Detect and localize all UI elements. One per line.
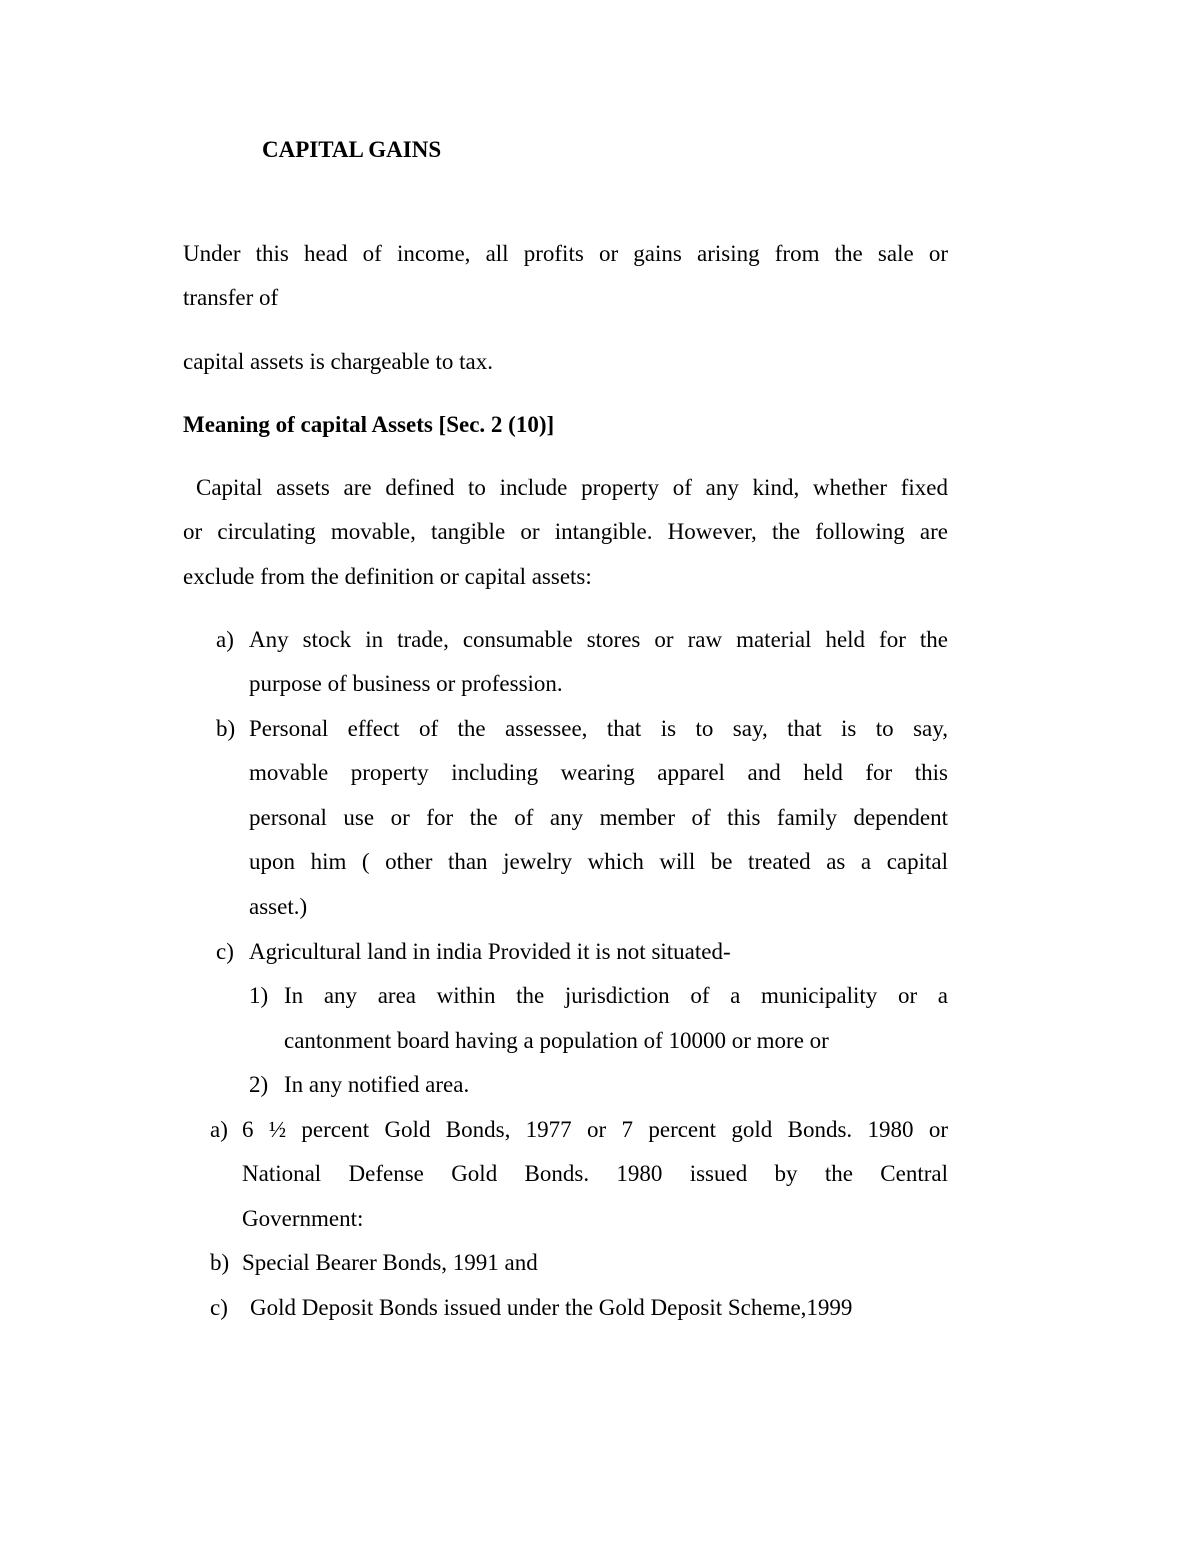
- list-item-line: Personal effect of the assessee, that is to say, that is to say,: [249, 716, 948, 741]
- list-marker: b): [210, 1250, 230, 1275]
- definition-line-2: or circulating movable, tangible or intangible. However, the following are: [183, 519, 948, 544]
- intro-line-1: Under this head of income, all profits or gains arising from the sale or: [183, 241, 948, 266]
- list-item-line: movable property including wearing apparel and held for this: [249, 760, 948, 785]
- list-item-line: personal use or for the of any member of this family dependent: [249, 805, 948, 830]
- sublist-marker: 2): [249, 1072, 269, 1097]
- list-marker: a): [216, 627, 234, 652]
- section-heading: Meaning of capital Assets [Sec. 2 (10)]: [183, 412, 555, 437]
- list-item-line: upon him ( other than jewelry which will be treated as a capital: [249, 849, 948, 874]
- list-marker: c): [210, 1295, 228, 1320]
- sublist-item-line: cantonment board having a population of 10000 or more or: [284, 1028, 829, 1053]
- list-item-line: asset.): [249, 894, 308, 919]
- list-item-line: Government:: [242, 1206, 364, 1231]
- list-item-line: purpose of business or profession.: [249, 671, 563, 696]
- definition-line-1: Capital assets are defined to include property of any kind, whether fixed: [196, 475, 948, 500]
- sublist-item-line: In any notified area.: [284, 1072, 470, 1097]
- list-item-line: Agricultural land in india Provided it is not situated-: [249, 939, 731, 964]
- list-marker: c): [216, 939, 234, 964]
- list-item-line: 6 ½ percent Gold Bonds, 1977 or 7 percent gold Bonds. 1980 or: [242, 1117, 948, 1142]
- list-item-line: National Defense Gold Bonds. 1980 issued by the Central: [242, 1161, 948, 1186]
- list-marker: a): [210, 1117, 228, 1142]
- definition-line-3: exclude from the definition or capital assets:: [183, 564, 592, 589]
- list-item-line: Gold Deposit Bonds issued under the Gold Deposit Scheme,1999: [250, 1295, 853, 1320]
- sublist-item-line: In any area within the jurisdiction of a municipality or a: [284, 983, 948, 1008]
- list-item-line: Special Bearer Bonds, 1991 and: [242, 1250, 538, 1275]
- list-marker: b): [216, 716, 236, 741]
- page-title: CAPITAL GAINS: [262, 137, 442, 162]
- intro-line-3: capital assets is chargeable to tax.: [183, 349, 493, 374]
- sublist-marker: 1): [249, 983, 269, 1008]
- intro-line-2: transfer of: [183, 285, 279, 310]
- list-item-line: Any stock in trade, consumable stores or raw material held for the: [249, 627, 948, 652]
